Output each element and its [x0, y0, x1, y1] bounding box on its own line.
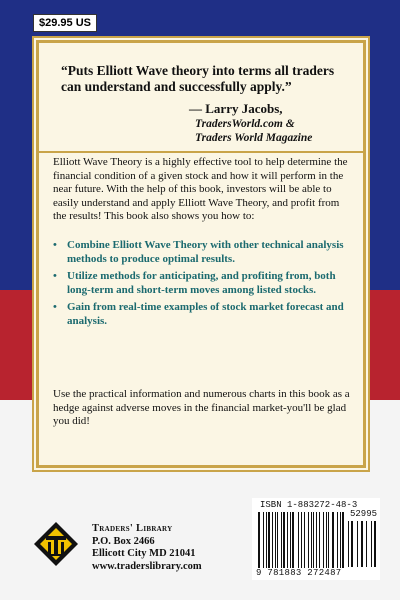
publisher-website: www.traderslibrary.com	[92, 560, 202, 572]
bullet-icon: •	[53, 301, 57, 313]
feature-item	[53, 270, 353, 297]
publisher-info	[92, 523, 252, 573]
feature-item	[53, 301, 353, 328]
endorsement-quote: “Puts Elliott Wave theory into terms all traders can understand and successfully apply.”	[61, 63, 335, 94]
feature-text: Gain from real-time examples of stock market forecast and analysis.	[67, 301, 344, 327]
isbn-number: ISBN 1-883272-48-3	[260, 500, 358, 510]
endorsement-author: — Larry Jacobs,	[189, 101, 283, 116]
ean-number: 9 781883 272487	[256, 568, 342, 578]
closing-paragraph: Use the practical information and numerous charts in this book as a hedge against adverse moves in the financial market-you'll be glad you did!	[53, 388, 350, 427]
bullet-icon: •	[53, 270, 57, 282]
publisher-address-line-2: Ellicott City MD 21041	[92, 548, 196, 559]
publisher-address-line-1: P.O. Box 2466	[92, 535, 155, 547]
price-tag: $29.95 US	[33, 14, 97, 32]
barcode	[252, 498, 380, 580]
feature-item	[53, 239, 353, 266]
price-code: 52995	[350, 509, 378, 519]
book-description: Elliott Wave Theory is a highly effective tool to help determine the financial condition of a given stock and how it will perform in the near future. With the help of this book, investors will be able to easily understand and apply Elliott Wave Theory, and profit from the results! This book also shows you how to:	[53, 156, 348, 222]
publisher-name: Traders' Library	[92, 523, 173, 534]
publisher-logo-icon	[32, 520, 80, 568]
back-cover-panel	[36, 40, 366, 468]
endorsement-source-2: Traders World Magazine	[195, 132, 313, 144]
panel-divider	[39, 151, 363, 153]
endorsement-attribution	[189, 101, 359, 145]
feature-text: Combine Elliott Wave Theory with other technical analysis methods to produce optimal results.	[67, 239, 344, 265]
feature-text: Utilize methods for anticipating, and profiting from, both long-term and short-term moves among listed stocks.	[67, 270, 336, 296]
addon-barcode-bars	[348, 521, 376, 567]
bullet-icon: •	[53, 239, 57, 251]
feature-list	[53, 239, 353, 332]
endorsement-source: TradersWorld.com &	[195, 118, 295, 130]
ean-barcode-bars	[258, 512, 346, 568]
